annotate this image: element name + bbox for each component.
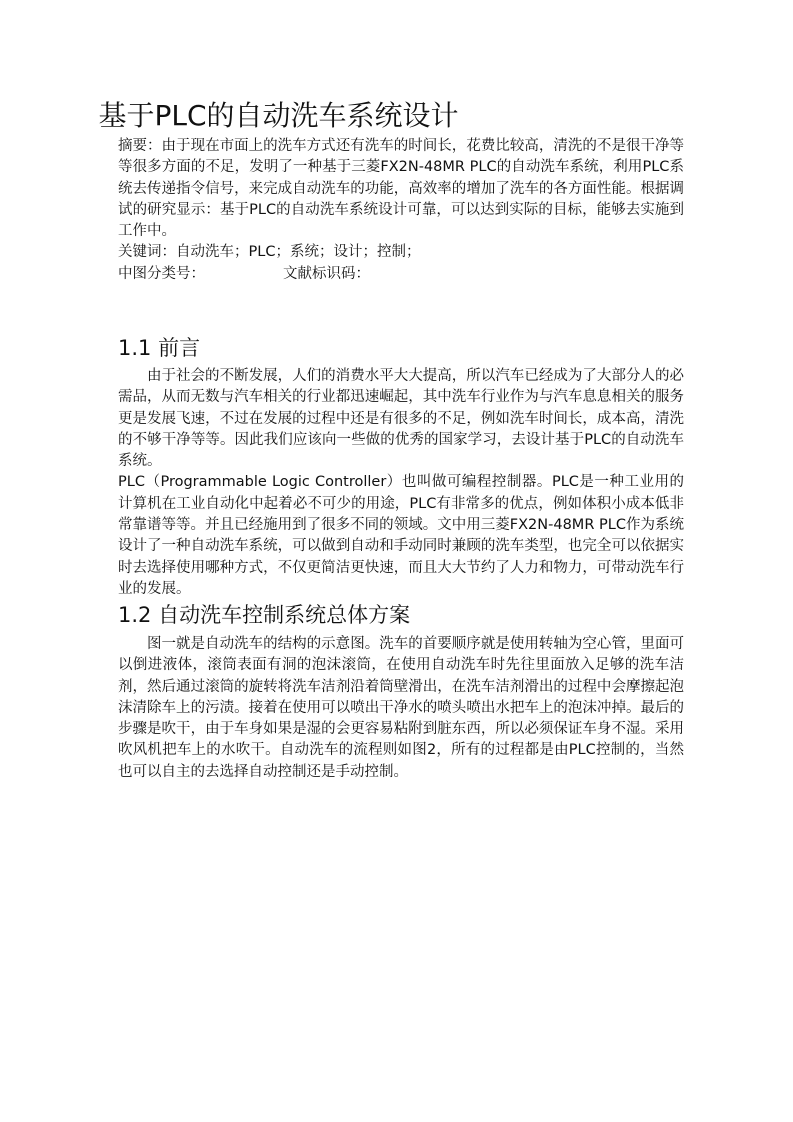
doc-code-label: 文献标识码： [283, 265, 370, 282]
abstract-text: 摘要：由于现在市面上的洗车方式还有洗车的时间长，花费比较高，清洗的不是很干净等等很多方面的不足，发明了一种基于三菱FX2N-48MR PLC的自动洗车系统，利用PLC系统去传递指令信号，来完成自动洗车的功能，高效率的增加了洗车的各方面性能。根据调试的研究显示：基于PLC的自动洗车系统设计可靠，可以达到实际的目标，能够去实施到工作中。 [118, 138, 684, 240]
keywords-line: 关键词：自动洗车；PLC；系统；设计；控制； [118, 244, 421, 261]
section-heading-overall-scheme: 1.2 自动洗车控制系统总体方案 [118, 603, 411, 627]
abstract-block [118, 136, 684, 285]
preface-paragraph-2: PLC（Programmable Logic Controller）也叫做可编程控制器。PLC是一种工业用的计算机在工业自动化中起着必不可少的用途，PLC有非常多的优点，例如体积小成本低非常靠谱等等。并且已经施用到了很多不同的领域。文中用三菱FX2N-48MR PLC作为系统设计了一种自动洗车系统，可以做到自动和手动同时兼顾的洗车类型，也完全可以依据实时去选择使用哪种方式，不仅更简洁更快速，而且大大节约了人力和物力，可带动洗车行业的发展。 [118, 474, 684, 597]
clc-label: 中图分类号： [118, 265, 205, 282]
section-heading-preface: 1.1 前言 [118, 336, 201, 360]
section-body-preface [118, 366, 684, 600]
scheme-paragraph-1: 图一就是自动洗车的结构的示意图。洗车的首要顺序就是使用转轴为空心管，里面可以倒进液体，滚筒表面有洞的泡沫滚筒，在使用自动洗车时先往里面放入足够的洗车洁剂，然后通过滚筒的旋转将洗车洁剂沿着筒壁滑出，在洗车洁剂滑出的过程中会摩擦起泡沫清除车上的污渍。接着在使用可以喷出干净水的喷头喷出水把车上的泡沫冲掉。最后的步骤是吹干，由于车身如果是湿的会更容易粘附到脏东西，所以必须保证车身不湿。采用吹风机把车上的水吹干。自动洗车的流程则如图2，所有的过程都是由PLC控制的，当然也可以自主的去选择自动控制还是手动控制。 [118, 636, 684, 780]
classification-line [118, 264, 684, 285]
section-body-overall-scheme [118, 634, 684, 783]
paper-title: 基于PLC的自动洗车系统设计 [98, 99, 459, 132]
preface-paragraph-1: 由于社会的不断发展，人们的消费水平大大提高，所以汽车已经成为了大部分人的必需品，从而无数与汽车相关的行业都迅速崛起，其中洗车行业作为与汽车息息相关的服务更是发展飞速，不过在发展的过程中还是有很多的不足，例如洗车时间长，成本高，清洗的不够干净等等。因此我们应该向一些做的优秀的国家学习，去设计基于PLC的自动洗车系统。 [118, 368, 684, 470]
